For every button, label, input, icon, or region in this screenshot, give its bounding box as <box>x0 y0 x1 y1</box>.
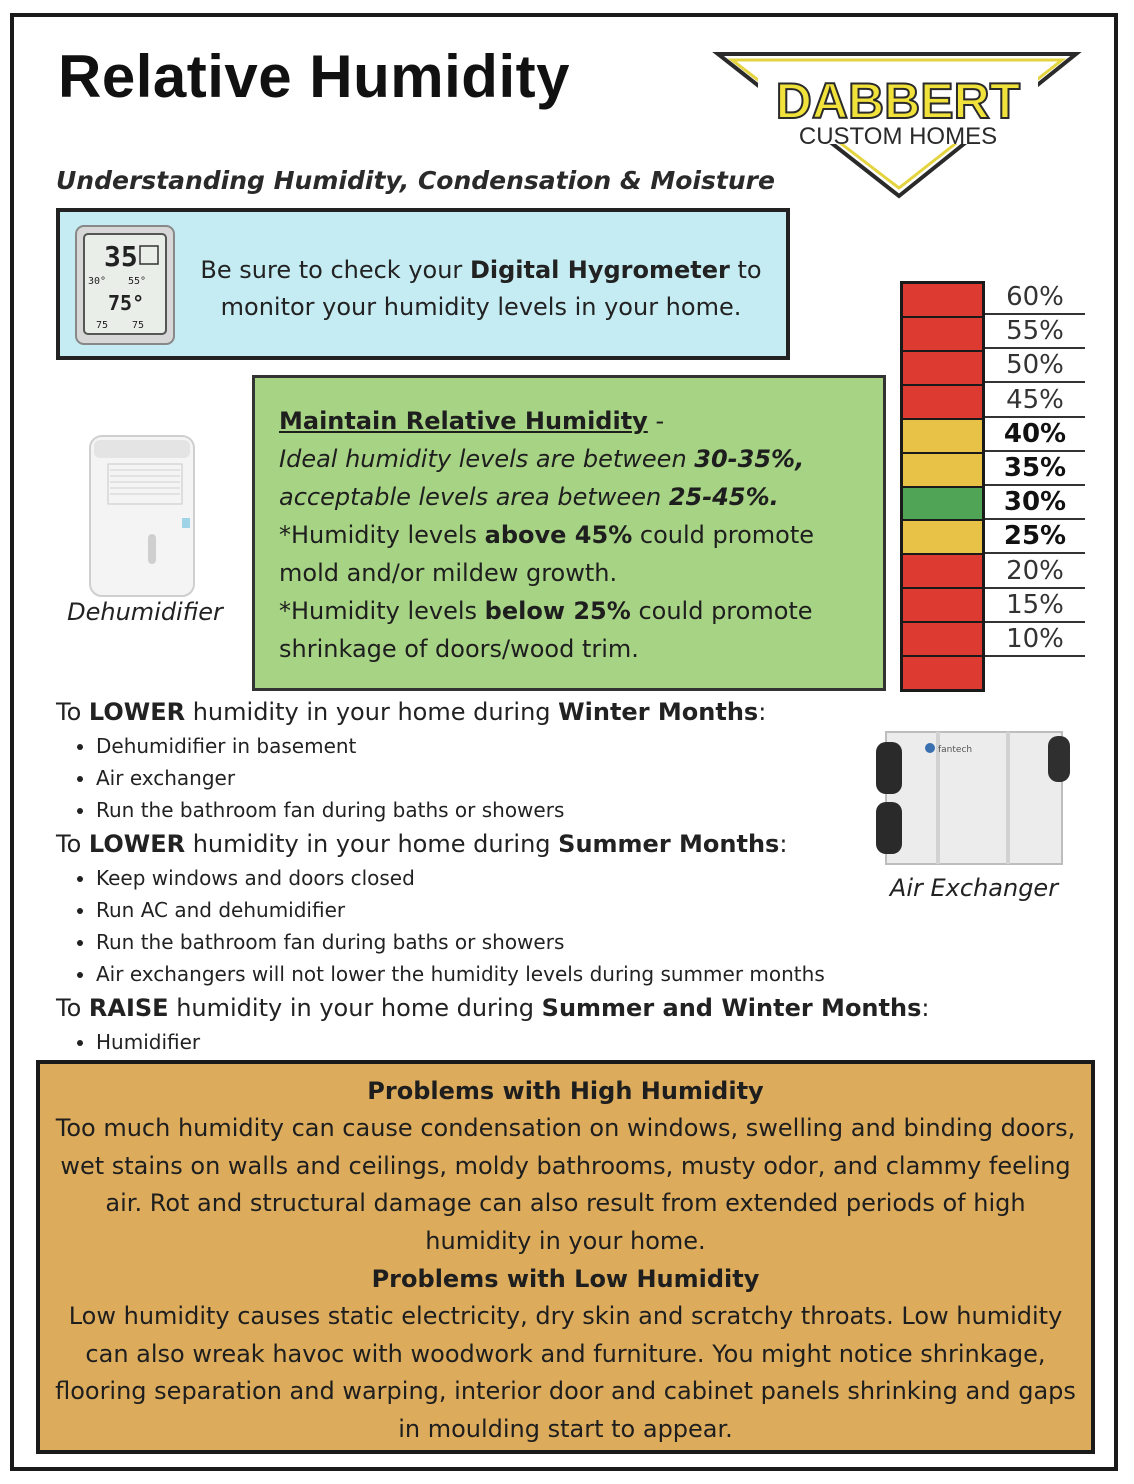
scale-segment-red <box>903 623 982 657</box>
scale-label: 20% <box>985 555 1085 589</box>
list-item: • Air exchangers will not lower the humidity levels during summer months <box>96 958 1006 990</box>
low-humidity-text: Low humidity causes static electricity, dry skin and scratchy throats. Low humidity can also wreak havoc with woodwork and furniture. You might notice shrinkage, flooring separation and warping, interior door and cabinet panels shrinking and gaps in moulding start to appear. <box>55 1302 1076 1443</box>
logo-subtext: CUSTOM HOMES <box>798 123 998 150</box>
page-title: Relative Humidity <box>58 43 570 110</box>
list-item: • Run the bathroom fan during baths or showers <box>96 794 1006 826</box>
humidity-color-scale <box>900 281 985 692</box>
scale-segment-red <box>903 318 982 352</box>
scale-label: 30% <box>985 486 1085 520</box>
hygro-display-min: 30° <box>88 276 107 287</box>
scale-label: 55% <box>985 315 1085 349</box>
list-item: • Run AC and dehumidifier <box>96 894 1006 926</box>
problems-box <box>36 1060 1095 1454</box>
scale-segment-red <box>903 589 982 623</box>
scale-segment-yellow <box>903 454 982 488</box>
scale-label: 15% <box>985 589 1085 623</box>
maintain-humidity-box: Maintain Relative Humidity - Ideal humidity levels are between 30-35%, acceptable levels area between 25-45%. *Humidity levels above 45% could promote mold and/or mildew growth. *Humidity levels below 25% could promote shrinkage of doors/wood trim. <box>252 375 886 691</box>
scale-label: 10% <box>985 623 1085 657</box>
summer-lower-heading: To LOWER humidity in your home during Summer Months: <box>56 830 788 858</box>
hygrometer-text: Be sure to check your Digital Hygrometer to monitor your humidity levels in your home. <box>200 256 762 321</box>
hygrometer-callout <box>56 208 790 360</box>
hygro-display-humidity: 35 <box>104 240 138 273</box>
scale-segment-yellow <box>903 420 982 454</box>
dabbert-logo <box>712 46 1082 204</box>
scale-label: 25% <box>985 520 1085 554</box>
raise-list <box>56 1026 1006 1058</box>
scale-segment-red <box>903 386 982 420</box>
hygro-display-temp: 75° <box>108 291 145 315</box>
list-item: • Dehumidifier in basement <box>96 730 1006 762</box>
summer-lower-list <box>56 862 1006 990</box>
list-item: • Air exchanger <box>96 762 1006 794</box>
scale-label: 35% <box>985 452 1085 486</box>
list-item: • Humidifier <box>96 1026 1006 1058</box>
hygro-display-max: 55° <box>128 276 147 287</box>
scale-segment-red <box>903 352 982 386</box>
scale-segment-red <box>903 555 982 589</box>
logo-brand-text: DABBERT <box>775 73 1021 129</box>
hygro-display-high: 75 <box>132 320 145 331</box>
humidity-tips <box>56 694 1006 1058</box>
hygro-display-low: 75 <box>96 320 109 331</box>
air-exchanger-caption: Air Exchanger <box>889 874 1059 902</box>
scale-label: 45% <box>985 384 1085 418</box>
dehumidifier-caption: Dehumidifier <box>67 598 223 626</box>
air-exchanger-brand: fantech <box>938 745 973 755</box>
page-subtitle: Understanding Humidity, Condensation & Moisture <box>56 166 775 195</box>
scale-label: 40% <box>985 418 1085 452</box>
scale-label: 60% <box>985 281 1085 315</box>
low-humidity-title: Problems with Low Humidity <box>371 1265 760 1293</box>
ideal-levels: Ideal humidity levels are between 30-35%, acceptable levels area between 25-45%. <box>279 445 805 511</box>
list-item: • Run the bathroom fan during baths or showers <box>96 926 1006 958</box>
winter-lower-list <box>56 730 1006 826</box>
high-humidity-title: Problems with High Humidity <box>367 1077 764 1105</box>
scale-segment-yellow <box>903 521 982 555</box>
raise-heading: To RAISE humidity in your home during Summer and Winter Months: <box>56 994 930 1022</box>
above-45-note: *Humidity levels above 45% could promote mold and/or mildew growth. <box>279 521 814 587</box>
list-item: • Keep windows and doors closed <box>96 862 1006 894</box>
scale-segment-red <box>903 657 982 689</box>
high-humidity-text: Too much humidity can cause condensation on windows, swelling and binding doors, wet stains on walls and ceilings, moldy bathrooms, musty odor, and clammy feeling air. Rot and structural damage can also result from extended periods of high humidity in your home. <box>55 1114 1076 1255</box>
winter-lower-heading: To LOWER humidity in your home during Winter Months: <box>56 698 767 726</box>
scale-segment-red <box>903 284 982 318</box>
digital-hygrometer-image <box>74 224 176 346</box>
maintain-heading: Maintain Relative Humidity <box>279 407 648 435</box>
scale-segment-green <box>903 488 982 522</box>
dehumidifier-image <box>84 430 200 602</box>
below-25-note: *Humidity levels below 25% could promote shrinkage of doors/wood trim. <box>279 597 813 663</box>
scale-label: 50% <box>985 349 1085 383</box>
